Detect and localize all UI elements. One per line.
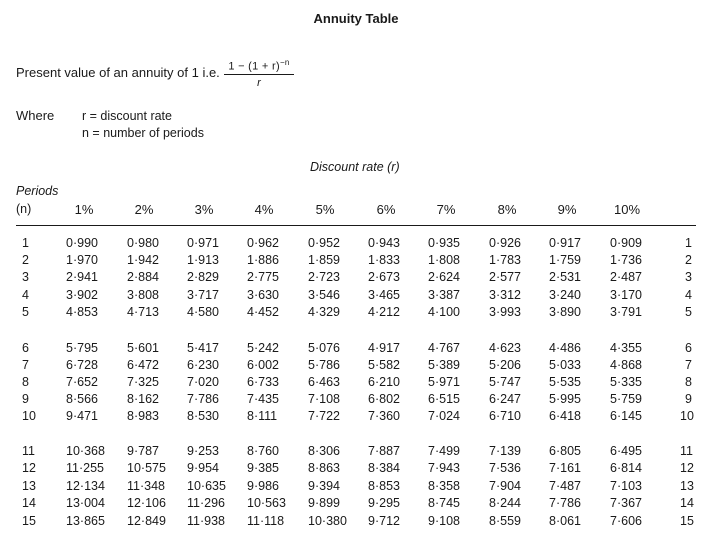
- table-cell: 3·170: [610, 288, 642, 302]
- column-header: 4%: [254, 202, 274, 217]
- table-cell: 7·367: [610, 496, 642, 510]
- period-number: 5: [22, 305, 29, 319]
- table-cell: 2·487: [610, 270, 642, 284]
- period-number: 4: [22, 288, 29, 302]
- table-cell: 13·865: [66, 514, 105, 528]
- period-number-right: 5: [685, 305, 692, 319]
- table-cell: 6·814: [610, 461, 642, 475]
- table-cell: 9·787: [127, 444, 159, 458]
- table-cell: 4·580: [187, 305, 219, 319]
- column-header: 9%: [557, 202, 577, 217]
- table-cell: 3·387: [428, 288, 460, 302]
- table-cell: 1·942: [127, 253, 159, 267]
- table-cell: 8·244: [489, 496, 521, 510]
- table-cell: 5·206: [489, 358, 521, 372]
- column-header: 6%: [376, 202, 396, 217]
- table-cell: 8·863: [308, 461, 340, 475]
- period-number-right: 12: [680, 461, 694, 475]
- table-cell: 2·884: [127, 270, 159, 284]
- table-cell: 5·582: [368, 358, 400, 372]
- table-cell: 12·134: [66, 479, 105, 493]
- table-cell: 10·368: [66, 444, 105, 458]
- period-number-right: 11: [680, 444, 693, 458]
- table-cell: 0·952: [308, 236, 340, 250]
- page-title: Annuity Table: [313, 11, 399, 26]
- table-cell: 8·983: [127, 409, 159, 423]
- table-cell: 3·890: [549, 305, 581, 319]
- table-cell: 6·515: [428, 392, 460, 406]
- table-cell: 5·535: [549, 375, 581, 389]
- table-cell: 6·728: [66, 358, 98, 372]
- table-cell: 4·100: [428, 305, 460, 319]
- table-cell: 0·909: [610, 236, 642, 250]
- table-cell: 9·108: [428, 514, 460, 528]
- period-number-right: 6: [685, 341, 692, 355]
- table-cell: 9·954: [187, 461, 219, 475]
- table-cell: 4·212: [368, 305, 400, 319]
- table-cell: 5·995: [549, 392, 581, 406]
- period-number-right: 14: [680, 496, 694, 510]
- table-cell: 5·389: [428, 358, 460, 372]
- period-number-right: 9: [685, 392, 692, 406]
- table-cell: 4·713: [127, 305, 159, 319]
- definition-r: r = discount rate: [82, 109, 172, 123]
- table-cell: 2·829: [187, 270, 219, 284]
- period-number-right: 3: [685, 270, 692, 284]
- table-cell: 7·499: [428, 444, 460, 458]
- table-cell: 7·360: [368, 409, 400, 423]
- table-cell: 11·938: [187, 514, 225, 528]
- table-cell: 9·986: [247, 479, 279, 493]
- table-cell: 8·566: [66, 392, 98, 406]
- table-cell: 8·745: [428, 496, 460, 510]
- table-cell: 4·623: [489, 341, 521, 355]
- annuity-formula: [224, 58, 294, 89]
- formula-numerator: [224, 58, 294, 75]
- period-number: 10: [22, 409, 36, 423]
- table-cell: 2·775: [247, 270, 279, 284]
- table-cell: 6·802: [368, 392, 400, 406]
- table-cell: 1·736: [610, 253, 642, 267]
- table-cell: 7·161: [549, 461, 581, 475]
- table-cell: 4·486: [549, 341, 581, 355]
- column-header: 7%: [436, 202, 456, 217]
- table-cell: 9·471: [66, 409, 98, 423]
- table-cell: 2·723: [308, 270, 340, 284]
- periods-label: Periods: [16, 184, 59, 198]
- table-cell: 6·210: [368, 375, 400, 389]
- table-cell: 3·630: [247, 288, 279, 302]
- table-cell: 6·002: [247, 358, 279, 372]
- table-cell: 6·463: [308, 375, 340, 389]
- table-cell: 5·335: [610, 375, 642, 389]
- table-cell: 0·926: [489, 236, 521, 250]
- table-cell: 1·970: [66, 253, 98, 267]
- period-number: 13: [22, 479, 36, 493]
- period-number-right: 15: [680, 514, 694, 528]
- table-cell: 7·139: [489, 444, 521, 458]
- table-cell: 1·759: [549, 253, 581, 267]
- table-cell: 10·380: [308, 514, 347, 528]
- column-header: 10%: [613, 202, 641, 217]
- table-cell: 0·917: [549, 236, 581, 250]
- table-cell: 2·531: [549, 270, 581, 284]
- table-cell: 0·962: [247, 236, 279, 250]
- table-cell: 1·783: [489, 253, 521, 267]
- table-cell: 10·563: [247, 496, 286, 510]
- table-cell: 3·808: [127, 288, 159, 302]
- period-number: 6: [22, 341, 29, 355]
- discount-rate-label: Discount rate (r): [310, 160, 400, 174]
- column-header: 1%: [74, 202, 94, 217]
- table-cell: 12·106: [127, 496, 166, 510]
- table-cell: 5·795: [66, 341, 98, 355]
- table-cell: 9·253: [187, 444, 219, 458]
- table-cell: 7·943: [428, 461, 460, 475]
- table-cell: 7·786: [187, 392, 219, 406]
- period-number: 9: [22, 392, 29, 406]
- table-cell: 11·255: [66, 461, 104, 475]
- period-number-right: 1: [685, 236, 692, 250]
- table-cell: 4·355: [610, 341, 642, 355]
- table-cell: 2·624: [428, 270, 460, 284]
- period-number-right: 2: [685, 253, 692, 267]
- column-header: 5%: [315, 202, 335, 217]
- table-cell: 3·717: [187, 288, 219, 302]
- table-cell: 1·833: [368, 253, 400, 267]
- table-cell: 8·559: [489, 514, 521, 528]
- table-cell: 8·358: [428, 479, 460, 493]
- table-cell: 4·868: [610, 358, 642, 372]
- table-cell: 2·941: [66, 270, 98, 284]
- period-number: 11: [22, 444, 35, 458]
- table-cell: 6·230: [187, 358, 219, 372]
- table-cell: 9·394: [308, 479, 340, 493]
- table-cell: 7·020: [187, 375, 219, 389]
- table-cell: 4·917: [368, 341, 400, 355]
- period-number: 14: [22, 496, 36, 510]
- table-cell: 5·417: [187, 341, 219, 355]
- table-cell: 7·786: [549, 496, 581, 510]
- table-cell: 7·435: [247, 392, 279, 406]
- period-number-right: 13: [680, 479, 694, 493]
- table-cell: 7·536: [489, 461, 521, 475]
- period-number-right: 4: [685, 288, 692, 302]
- table-cell: 10·635: [187, 479, 226, 493]
- table-cell: 6·710: [489, 409, 521, 423]
- table-cell: 12·849: [127, 514, 166, 528]
- period-number: 1: [22, 236, 29, 250]
- table-cell: 3·791: [610, 305, 642, 319]
- period-number: 3: [22, 270, 29, 284]
- table-cell: 6·805: [549, 444, 581, 458]
- table-cell: 6·495: [610, 444, 642, 458]
- table-cell: 5·033: [549, 358, 581, 372]
- table-cell: 0·980: [127, 236, 159, 250]
- table-cell: 2·577: [489, 270, 521, 284]
- table-cell: 11·118: [247, 514, 285, 528]
- n-label: (n): [16, 202, 32, 216]
- table-cell: 7·325: [127, 375, 159, 389]
- table-cell: 3·546: [308, 288, 340, 302]
- header-rule: [16, 225, 696, 226]
- table-cell: 3·240: [549, 288, 581, 302]
- table-cell: 8·384: [368, 461, 400, 475]
- table-cell: 7·024: [428, 409, 460, 423]
- period-number-right: 7: [685, 358, 692, 372]
- period-number: 7: [22, 358, 29, 372]
- table-cell: 6·418: [549, 409, 581, 423]
- table-cell: 5·242: [247, 341, 279, 355]
- table-cell: 6·472: [127, 358, 159, 372]
- table-cell: 6·733: [247, 375, 279, 389]
- table-cell: 8·061: [549, 514, 581, 528]
- table-cell: 5·786: [308, 358, 340, 372]
- table-cell: 9·385: [247, 461, 279, 475]
- table-cell: 7·652: [66, 375, 98, 389]
- table-cell: 8·853: [368, 479, 400, 493]
- period-number-right: 10: [680, 409, 694, 423]
- period-number: 8: [22, 375, 29, 389]
- column-header: 8%: [497, 202, 517, 217]
- definitions: [82, 108, 204, 142]
- where-label: Where: [16, 108, 55, 123]
- table-cell: 4·853: [66, 305, 98, 319]
- table-cell: 0·935: [428, 236, 460, 250]
- table-cell: 9·295: [368, 496, 400, 510]
- table-cell: 5·759: [610, 392, 642, 406]
- table-cell: 0·990: [66, 236, 98, 250]
- table-cell: 3·993: [489, 305, 521, 319]
- period-number: 12: [22, 461, 36, 475]
- table-cell: 11·296: [187, 496, 225, 510]
- table-cell: 5·747: [489, 375, 521, 389]
- table-cell: 3·465: [368, 288, 400, 302]
- table-cell: 11·348: [127, 479, 165, 493]
- table-cell: 7·606: [610, 514, 642, 528]
- formula-denominator: r: [257, 76, 261, 89]
- column-header: 3%: [194, 202, 214, 217]
- table-cell: 7·487: [549, 479, 581, 493]
- table-cell: 3·902: [66, 288, 98, 302]
- table-cell: 9·899: [308, 496, 340, 510]
- table-cell: 8·111: [247, 409, 278, 423]
- table-cell: 2·673: [368, 270, 400, 284]
- table-cell: 6·247: [489, 392, 521, 406]
- table-cell: 5·076: [308, 341, 340, 355]
- table-cell: 5·601: [127, 341, 159, 355]
- table-cell: 8·530: [187, 409, 219, 423]
- period-number: 15: [22, 514, 36, 528]
- period-number-right: 8: [685, 375, 692, 389]
- table-cell: 6·145: [610, 409, 642, 423]
- period-number: 2: [22, 253, 29, 267]
- table-cell: 3·312: [489, 288, 521, 302]
- table-cell: 9·712: [368, 514, 400, 528]
- table-cell: 4·452: [247, 305, 279, 319]
- table-cell: 1·913: [187, 253, 219, 267]
- table-cell: 7·887: [368, 444, 400, 458]
- definition-n: n = number of periods: [82, 126, 204, 140]
- table-cell: 0·971: [187, 236, 219, 250]
- table-cell: 7·722: [308, 409, 340, 423]
- table-cell: 8·306: [308, 444, 340, 458]
- table-cell: 1·808: [428, 253, 460, 267]
- table-cell: 13·004: [66, 496, 105, 510]
- table-cell: 8·760: [247, 444, 279, 458]
- table-cell: 7·904: [489, 479, 521, 493]
- table-cell: 7·103: [610, 479, 642, 493]
- intro-text: Present value of an annuity of 1 i.e.: [16, 65, 220, 80]
- table-cell: 7·108: [308, 392, 340, 406]
- table-cell: 1·886: [247, 253, 279, 267]
- table-cell: 4·767: [428, 341, 460, 355]
- table-cell: 10·575: [127, 461, 166, 475]
- table-cell: 1·859: [308, 253, 340, 267]
- table-cell: 8·162: [127, 392, 159, 406]
- formula-exponent: −n: [279, 58, 290, 67]
- table-cell: 5·971: [428, 375, 460, 389]
- column-header: 2%: [134, 202, 154, 217]
- formula-numerator-text: 1 − (1 + r): [228, 60, 280, 73]
- table-cell: 4·329: [308, 305, 340, 319]
- table-cell: 0·943: [368, 236, 400, 250]
